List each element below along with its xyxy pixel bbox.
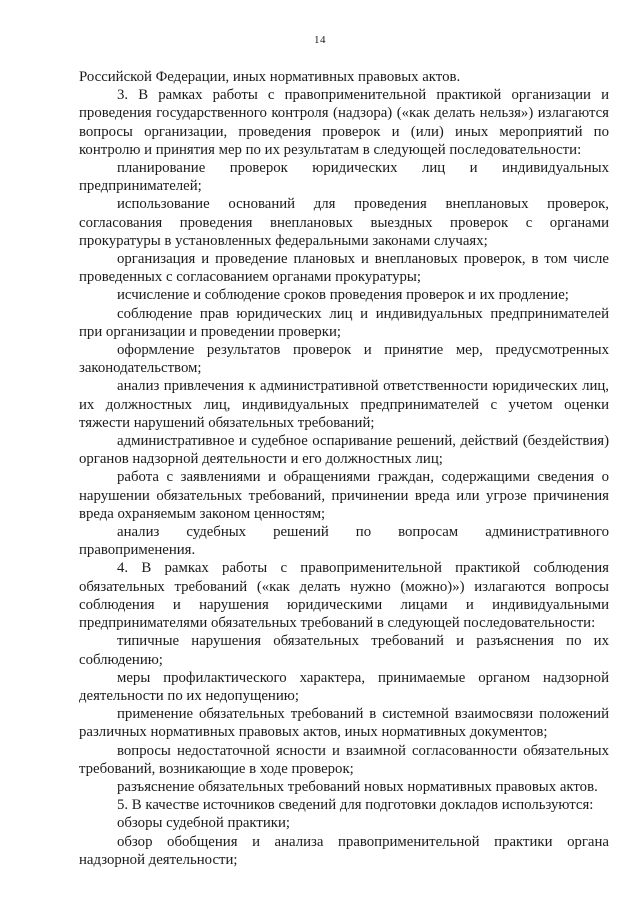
list-item: разъяснение обязательных требований новых нормативных правовых актов. [117, 778, 598, 795]
list-item: анализ судебных решений по вопросам административного правоприменения. [79, 524, 609, 559]
list-item: соблюдение прав юридических лиц и индивидуальных предпринимателей при организации и проведении проверки; [79, 305, 609, 340]
list-item: обзор обобщения и анализа правоприменительной практики органа надзорной деятельности; [79, 833, 609, 868]
list-item: исчисление и соблюдение сроков проведения проверок и их продление; [117, 287, 569, 304]
document-body [79, 68, 609, 869]
list-item: типичные нарушения обязательных требований и разъяснения по их соблюдению; [79, 633, 609, 668]
list-item: оформление результатов проверок и принятие мер, предусмотренных законодательством; [79, 342, 609, 377]
paragraph: Российской Федерации, иных нормативных правовых актов. [79, 69, 461, 85]
list-item: организация и проведение плановых и внеплановых проверок, в том числе проведенных с согласованием органами прокуратуры; [79, 251, 609, 286]
list-item: административное и судебное оспаривание решений, действий (бездействия) органов надзорной деятельности и его должностных лиц; [79, 433, 609, 468]
list-item: работа с заявлениями и обращениями граждан, содержащими сведения о нарушении обязательных требований, причинении вреда или угрозе причинения вреда охраняемым законом ценностям; [79, 469, 609, 522]
page-number: 14 [314, 34, 326, 46]
paragraph: 4. В рамках работы с правоприменительной практикой соблюдения обязательных требований («как делать нужно (можно)») излагаются вопросы соблюдения и нарушения юридическими лицами и индивидуальными предпринимателями обязательных требований в следующей последовательности: [79, 560, 609, 632]
list-item: обзоры судебной практики; [117, 815, 291, 832]
paragraph: 3. В рамках работы с правоприменительной практикой организации и проведения государственного контроля (надзора) («как делать нельзя») излагаются вопросы организации, проведения проверок и (или) иных мероприятий по контролю и принятия мер по их результатам в следующей последовательности: [79, 87, 609, 158]
list-item: использование оснований для проведения внеплановых проверок, согласования проведения внеплановых выездных проверок с органами прокуратуры в установленных федеральными законами случаях; [79, 196, 609, 249]
list-item: анализ привлечения к административной ответственности юридических лиц, их должностных лиц, индивидуальных предпринимателей с учетом оценки тяжести нарушений обязательных требований; [79, 378, 609, 431]
paragraph: 5. В качестве источников сведений для подготовки докладов используются: [117, 797, 594, 814]
list-item: вопросы недостаточной ясности и взаимной согласованности обязательных требований, возникающие в ходе проверок; [79, 742, 609, 777]
list-item: планирование проверок юридических лиц и индивидуальных предпринимателей; [79, 160, 609, 195]
list-item: применение обязательных требований в системной взаимосвязи положений различных нормативных правовых актов, иных нормативных документов; [79, 706, 609, 741]
list-item: меры профилактического характера, принимаемые органом надзорной деятельности по их недопущению; [79, 669, 609, 704]
